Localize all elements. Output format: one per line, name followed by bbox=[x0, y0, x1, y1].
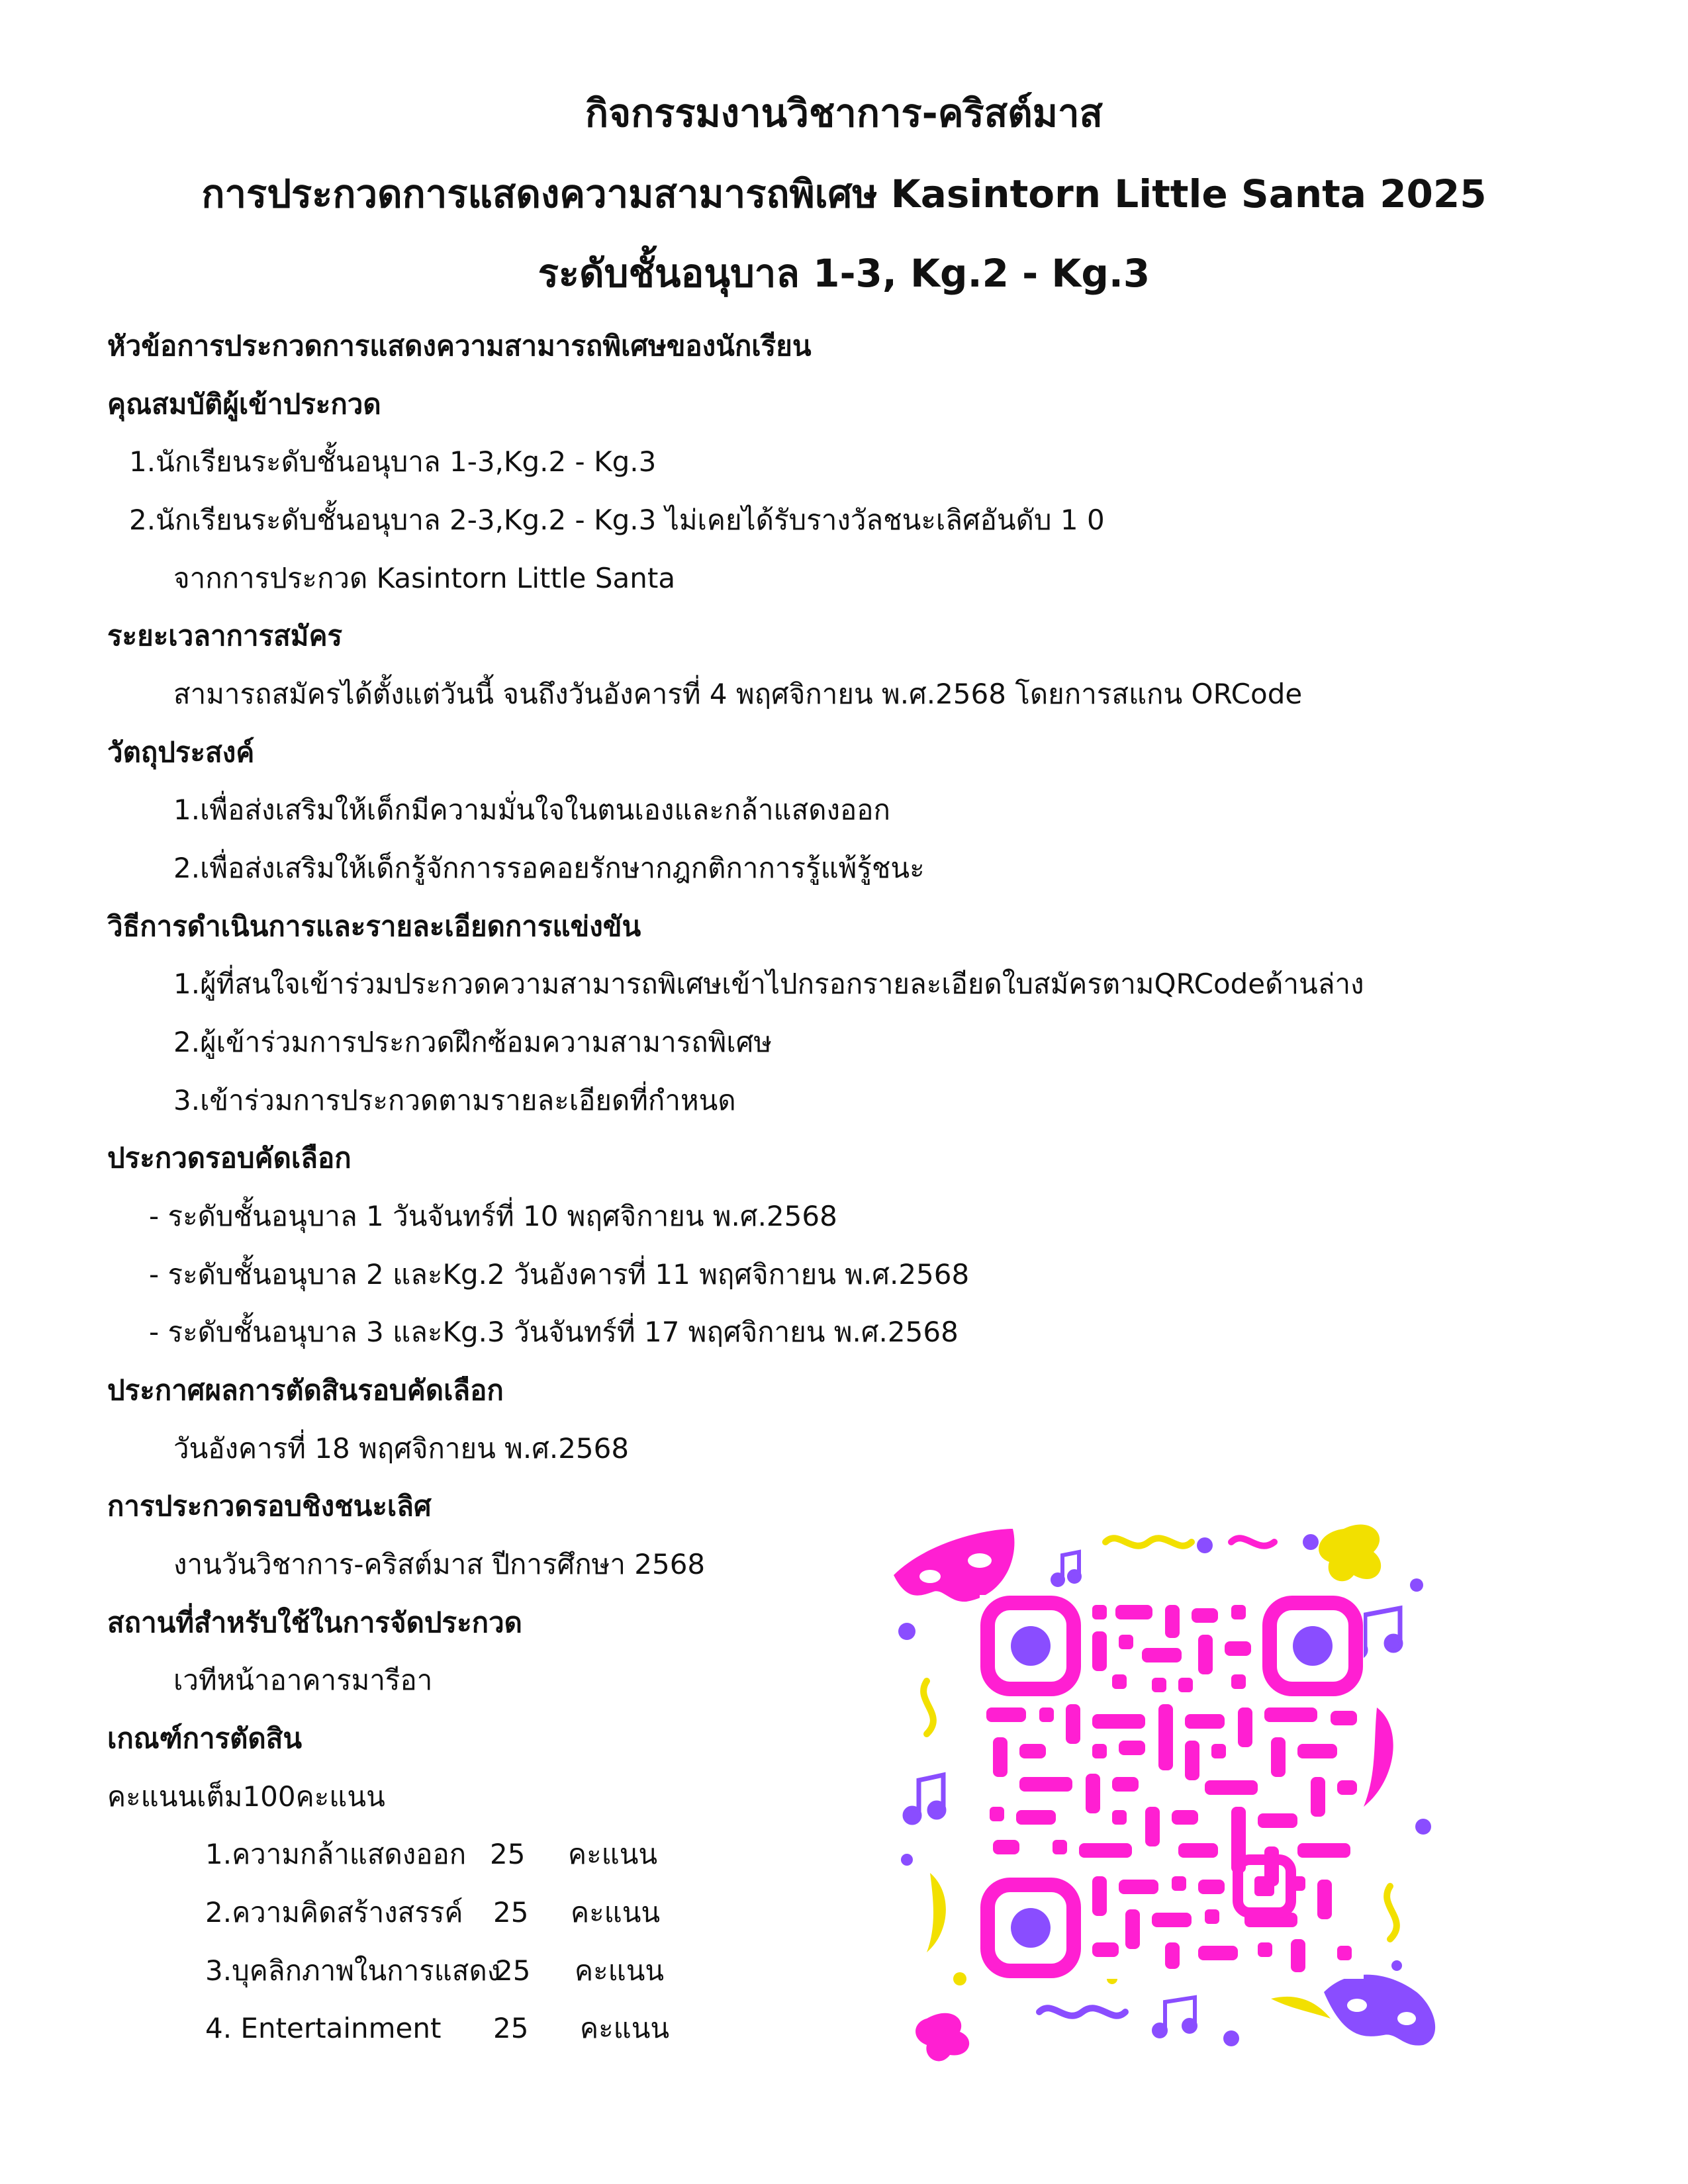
qr-code-icon bbox=[980, 1595, 1364, 1979]
music-note-icon bbox=[1053, 1552, 1080, 1585]
criteria-label: 1.ความกล้าแสดงออก bbox=[205, 1838, 467, 1870]
bow-icon bbox=[915, 2013, 969, 2062]
objectives-heading: วัตถุประสงค์ bbox=[107, 736, 255, 768]
page-title: กิจกรรมงานวิชาการ-คริสต์มาส bbox=[585, 91, 1103, 136]
criteria-heading: เกณฑ์การตัดสิน bbox=[107, 1722, 303, 1754]
procedure-item: 2.ผู้เข้าร่วมการประกวดฝึกซ้อมความสามารถพิเศษ bbox=[173, 1026, 773, 1058]
venue-text: เวทีหน้าอาคารมารีอา bbox=[173, 1664, 433, 1696]
contest-title: การประกวดการแสดงความสามารถพิเศษ Kasintorn Little Santa 2025 bbox=[201, 171, 1487, 216]
qualification-item: 2.นักเรียนระดับชั้นอนุบาล 2-3,Kg.2 - Kg.3 ไม่เคยได้รับรางวัลชนะเลิศอันดับ 1 0 bbox=[129, 504, 1105, 536]
level-title: ระดับชั้นอนุบาล 1-3, Kg.2 - Kg.3 bbox=[538, 251, 1150, 296]
topic-heading: หัวข้อการประกวดการแสดงความสามารถพิเศษของนักเรียน bbox=[107, 330, 812, 362]
criteria-label: 2.ความคิดสร้างสรรค์ bbox=[205, 1896, 463, 1929]
procedure-heading: วิธีการดำเนินการและรายละเอียดการแข่งขัน bbox=[107, 910, 641, 942]
criteria-points: 25 bbox=[495, 1954, 531, 1987]
procedure-item: 3.เข้าร่วมการประกวดตามรายละเอียดที่กำหนด bbox=[173, 1084, 736, 1116]
results-text: วันอังคารที่ 18 พฤศจิกายน พ.ศ.2568 bbox=[173, 1432, 630, 1465]
criteria-unit: คะแนน bbox=[575, 1954, 665, 1987]
criteria-points: 25 bbox=[493, 1896, 529, 1929]
registration-text: สามารถสมัครได้ตั้งแต่วันนี้ จนถึงวันอังคารที่ 4 พฤศจิกายน พ.ศ.2568 โดยการสแกน ORCode bbox=[173, 678, 1303, 710]
venue-heading: สถานที่สำหรับใช้ในการจัดประกวด bbox=[107, 1606, 522, 1639]
criteria-points: 25 bbox=[493, 2012, 529, 2044]
preliminary-item: - ระดับชั้นอนุบาล 1 วันจันทร์ที่ 10 พฤศจิกายน พ.ศ.2568 bbox=[149, 1200, 837, 1232]
criteria-unit: คะแนน bbox=[571, 1896, 661, 1929]
criteria-unit: คะแนน bbox=[568, 1838, 658, 1870]
objective-item: 1.เพื่อส่งเสริมให้เด็กมีความมั่นใจในตนเองและกล้าแสดงออก bbox=[173, 794, 890, 826]
carnival-mask-icon bbox=[1324, 1975, 1435, 2046]
bow-icon bbox=[1319, 1524, 1381, 1581]
final-heading: การประกวดรอบชิงชนะเลิศ bbox=[107, 1490, 432, 1522]
preliminary-item: - ระดับชั้นอนุบาล 3 และKg.3 วันจันทร์ที่ 17 พฤศจิกายน พ.ศ.2568 bbox=[149, 1316, 959, 1348]
preliminary-item: - ระดับชั้นอนุบาล 2 และKg.2 วันอังคารที่ 11 พฤศจิกายน พ.ศ.2568 bbox=[149, 1258, 970, 1291]
criteria-points: 25 bbox=[490, 1838, 526, 1870]
qualification-item: 1.นักเรียนระดับชั้นอนุบาล 1-3,Kg.2 - Kg.3 bbox=[129, 445, 657, 478]
results-heading: ประกาศผลการตัดสินรอบคัดเลือก bbox=[107, 1374, 504, 1406]
final-text: งานวันวิชาการ-คริสต์มาส ปีการศึกษา 2568 bbox=[173, 1548, 706, 1580]
criteria-label: 3.บุคลิกภาพในการแสดง bbox=[205, 1954, 501, 1987]
registration-heading: ระยะเวลาการสมัคร bbox=[107, 619, 343, 652]
criteria-total: คะแนนเต็ม100คะแนน bbox=[107, 1780, 385, 1813]
criteria-unit: คะแนน bbox=[580, 2012, 670, 2044]
objective-item: 2.เพื่อส่งเสริมให้เด็กรู้จักการรอคอยรักษากฎกติกาการรู้แพ้รู้ชนะ bbox=[173, 852, 925, 884]
carnival-mask-icon bbox=[894, 1529, 1014, 1602]
qualifications-heading: คุณสมบัติผู้เข้าประกวด bbox=[107, 388, 381, 420]
qualification-item-cont: จากการประกวด Kasintorn Little Santa bbox=[173, 562, 676, 594]
preliminary-heading: ประกวดรอบคัดเลือก bbox=[107, 1142, 352, 1174]
procedure-item: 1.ผู้ที่สนใจเข้าร่วมประกวดความสามารถพิเศษเข้าไปกรอกรายละเอียดใบสมัครตามQRCodeด้านล่าง bbox=[173, 968, 1364, 1000]
music-note-icon bbox=[905, 1775, 944, 1823]
qr-registration-art bbox=[887, 1516, 1450, 2078]
criteria-label: 4. Entertainment bbox=[205, 2012, 442, 2044]
music-note-icon bbox=[1154, 1997, 1196, 2036]
